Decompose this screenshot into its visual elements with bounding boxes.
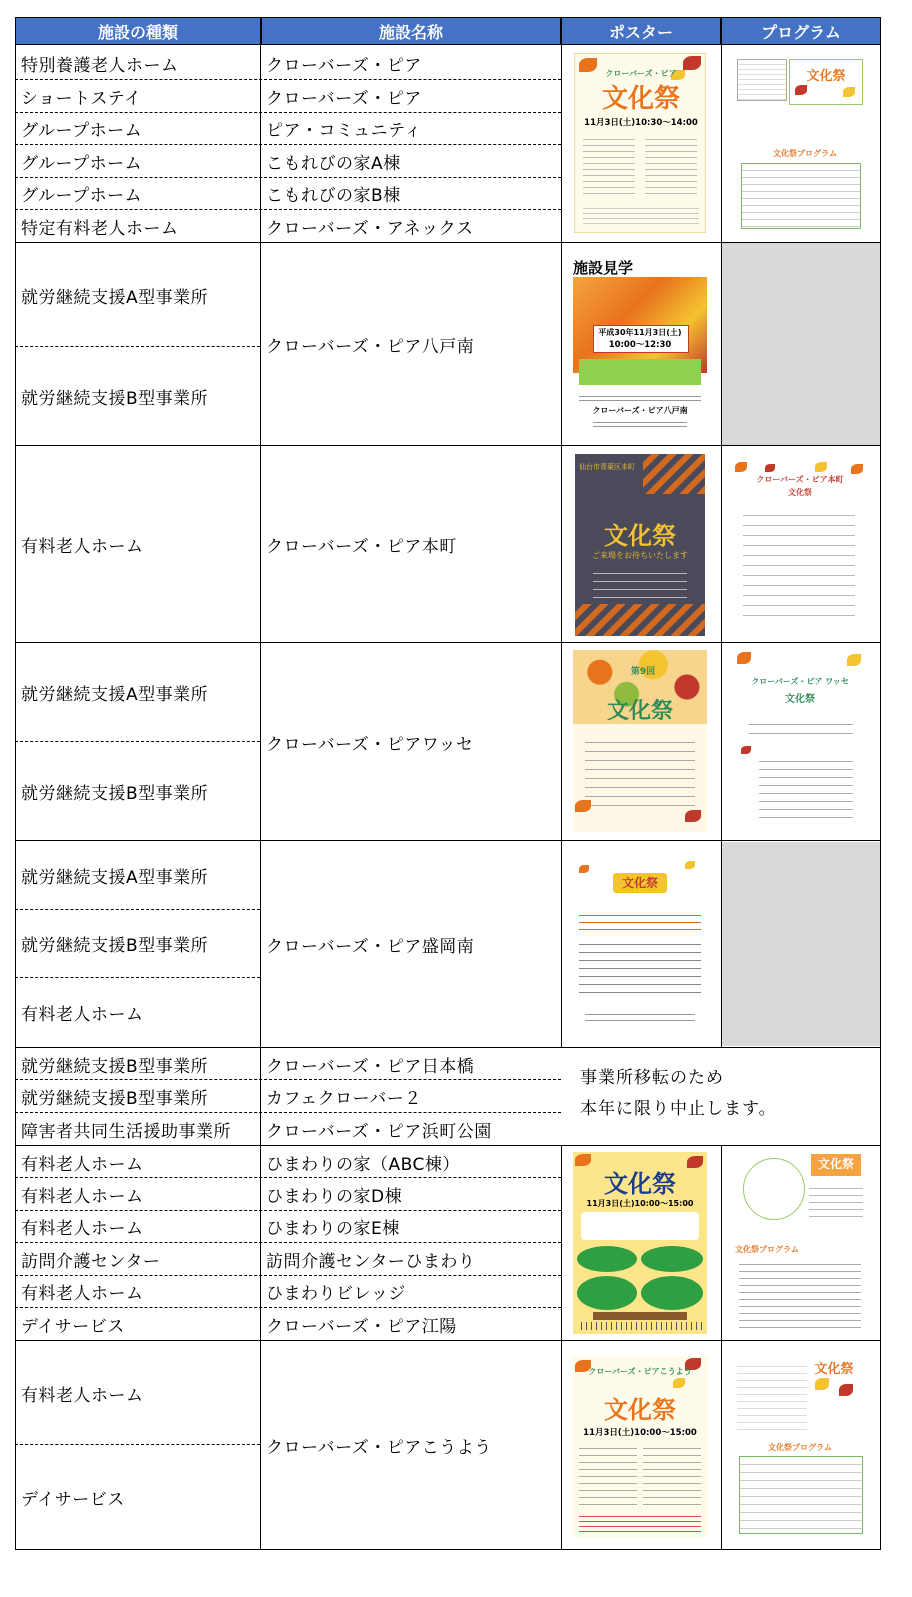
poster-footer: クローバーズ・ピア八戸南: [592, 406, 688, 415]
facility-type: 就労継続支援A型事業所: [21, 685, 209, 705]
facility-name: クローバーズ・ピアこうよう: [266, 1438, 492, 1458]
poster-thumbnail[interactable]: [573, 1152, 707, 1334]
header-poster: ポスター: [561, 17, 721, 45]
facility-type: デイサービス: [21, 1316, 125, 1337]
facility-type: 就労継続支援B型事業所: [21, 783, 209, 804]
program-thumbnail[interactable]: [735, 462, 865, 632]
program-thumbnail[interactable]: [735, 1356, 865, 1538]
poster-date: 11月3日(土)10:00〜15:00: [583, 1428, 697, 1438]
program-subtitle: 文化祭プログラム: [735, 1245, 799, 1254]
program-subtitle: 文化祭: [785, 694, 815, 705]
program-subtitle: 文化祭プログラム: [773, 149, 837, 158]
facility-type: 有料老人ホーム: [21, 537, 144, 557]
program-subtitle: 文化祭: [788, 488, 812, 497]
facility-name: ひまわりの家D棟: [266, 1186, 403, 1207]
facility-name: クローバーズ・ピア盛岡南: [266, 937, 475, 957]
poster-title: 施設見学: [573, 259, 634, 277]
facility-type: 有料老人ホーム: [21, 1005, 144, 1025]
facility-type: 就労継続支援B型事業所: [21, 388, 209, 409]
facility-type: 訪問介護センター: [21, 1251, 161, 1272]
poster-title: 文化祭: [621, 876, 658, 890]
program-title: クローバーズ・ピア本町: [756, 475, 844, 484]
facility-type: 特別養護老人ホーム: [21, 55, 179, 76]
facility-type: ショートステイ: [21, 88, 142, 109]
cancellation-note-line1: 事業所移転のため: [580, 1068, 724, 1088]
facility-name: クローバーズ・ピア日本橋: [266, 1056, 475, 1077]
poster-title: 文化祭: [604, 1170, 676, 1198]
facility-name: クローバーズ・ピア本町: [266, 537, 457, 557]
empty-program-cell: [722, 243, 880, 445]
header-type: 施設の種類: [15, 17, 261, 45]
facility-name: こもれびの家A棟: [266, 153, 401, 174]
facility-type: 障害者共同生活援助事業所: [21, 1121, 231, 1142]
program-title: 文化祭: [806, 69, 846, 84]
header-name: 施設名称: [261, 17, 561, 45]
poster-title: 文化祭: [601, 84, 680, 114]
poster-thumbnail[interactable]: [573, 255, 707, 435]
facility-name: クローバーズ・アネックス: [266, 218, 474, 239]
poster-time: 10:00〜12:30: [608, 340, 672, 350]
poster-thumbnail[interactable]: [574, 53, 706, 233]
header-program: プログラム: [721, 17, 881, 45]
facility-name: クローバーズ・ピア: [266, 55, 422, 76]
facility-type: 特定有料老人ホーム: [21, 218, 179, 239]
facility-type: グループホーム: [21, 186, 143, 206]
facility-type: 有料老人ホーム: [21, 1284, 144, 1304]
facility-name: ピア・コミュニティ: [266, 121, 422, 141]
poster-date: 平成30年11月3日(土): [598, 328, 682, 337]
facility-type: 有料老人ホーム: [21, 1154, 144, 1175]
poster-title: 文化祭: [604, 522, 676, 550]
facility-name: 訪問介護センターひまわり: [266, 1251, 476, 1272]
empty-program-cell: [722, 842, 880, 1046]
facility-type: 就労継続支援A型事業所: [21, 868, 209, 888]
program-subtitle: 文化祭プログラム: [768, 1443, 832, 1452]
program-title: クローバーズ・ピア ワッセ: [751, 677, 849, 686]
facility-name: クローバーズ・ピア: [266, 88, 422, 109]
facility-name: クローバーズ・ピア浜町公園: [266, 1121, 492, 1142]
program-title: 文化祭: [814, 1362, 854, 1377]
facility-type: デイサービス: [21, 1489, 125, 1510]
program-title: 文化祭: [817, 1157, 854, 1171]
poster-title: 文化祭: [606, 699, 673, 724]
facility-type: グループホーム: [21, 121, 143, 141]
poster-date: 11月3日(土)10:30〜14:00: [584, 118, 698, 128]
facility-type: 就労継続支援B型事業所: [21, 1088, 209, 1109]
poster-thumbnail[interactable]: [573, 1356, 707, 1538]
facility-type: 有料老人ホーム: [21, 1186, 144, 1207]
facility-name: こもれびの家B棟: [266, 186, 401, 206]
poster-subtitle: 第9回: [630, 667, 656, 677]
facility-name: ひまわりの家E棟: [266, 1219, 400, 1239]
program-thumbnail[interactable]: [735, 53, 865, 233]
facility-type: 就労継続支援B型事業所: [21, 1056, 209, 1077]
facility-name: クローバーズ・ピア八戸南: [266, 337, 475, 357]
poster-subtitle: クローバーズ・ピアこうよう: [588, 1367, 692, 1376]
program-thumbnail[interactable]: [735, 650, 865, 830]
facility-type: グループホーム: [21, 153, 143, 174]
facility-type: 就労継続支援B型事業所: [21, 936, 209, 956]
poster-title: 文化祭: [604, 1396, 676, 1424]
poster-note: ご来場をお待ちいたします: [592, 551, 688, 560]
poster-thumbnail[interactable]: [575, 454, 705, 636]
facility-name: ひまわりの家（ABC棟）: [266, 1154, 460, 1175]
poster-thumbnail[interactable]: [573, 650, 707, 832]
program-thumbnail[interactable]: [735, 1152, 865, 1334]
facility-name: カフェクローバー２: [266, 1088, 422, 1109]
cancellation-note-line2: 本年に限り中止します。: [580, 1099, 777, 1119]
poster-subtitle: クローバーズ・ピア: [605, 69, 677, 78]
facility-name: ひまわりビレッジ: [266, 1284, 406, 1304]
facility-type: 就労継続支援A型事業所: [21, 287, 209, 308]
poster-thumbnail[interactable]: [575, 855, 705, 1035]
facility-name: クローバーズ・ピアワッセ: [266, 734, 474, 755]
poster-date: 11月3日(土)10:00〜15:00: [586, 1199, 694, 1208]
facility-name: クローバーズ・ピア江陽: [266, 1316, 457, 1337]
facility-type: 有料老人ホーム: [21, 1219, 144, 1239]
poster-subtitle: 仙台市青葉区本町: [579, 463, 635, 471]
facility-type: 有料老人ホーム: [21, 1385, 144, 1406]
